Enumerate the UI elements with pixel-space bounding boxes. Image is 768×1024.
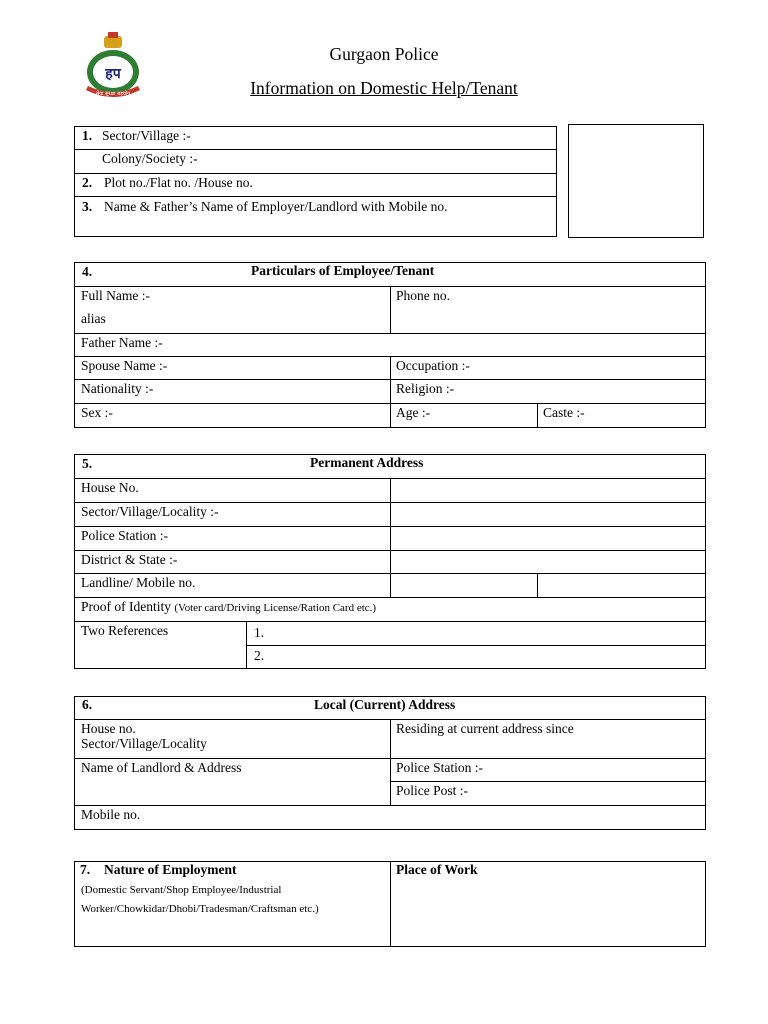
section-5-number: 5.: [82, 456, 93, 471]
proof-of-identity-label: Proof of Identity: [81, 599, 171, 614]
occupation-field[interactable]: Occupation :-: [396, 358, 470, 373]
perm-house-no-field[interactable]: House No.: [81, 480, 139, 495]
local-police-station-field[interactable]: Police Station :-: [396, 760, 483, 775]
proof-of-identity-note: (Voter card/Driving License/Ration Card etc.): [174, 602, 377, 614]
nationality-field[interactable]: Nationality :-: [81, 381, 154, 396]
employment-note-line-1: (Domestic Servant/Shop Employee/Industrial: [81, 884, 282, 896]
police-post-field[interactable]: Police Post :-: [396, 783, 469, 798]
section-6-number: 6.: [82, 697, 93, 712]
perm-police-station-field[interactable]: Police Station :-: [81, 528, 168, 543]
employment-note-line-2: Worker/Chowkidar/Dhobi/Tradesman/Craftsman etc.): [81, 903, 319, 915]
section-6-heading: Local (Current) Address: [314, 697, 456, 712]
row-number-2: 2.: [82, 175, 93, 190]
residing-since-field[interactable]: Residing at current address since: [396, 721, 574, 736]
two-references-label: Two References: [81, 623, 169, 638]
row-number-3: 3.: [82, 199, 93, 214]
section-7-number: 7.: [80, 862, 91, 877]
logo-motto: सेवा सुरक्षा सहयोग: [96, 91, 130, 97]
plot-flat-house-field[interactable]: Plot no./Flat no. /House no.: [104, 175, 253, 190]
employer-landlord-field[interactable]: Name & Father’s Name of Employer/Landlord with Mobile no.: [104, 199, 448, 214]
local-house-no-field[interactable]: House no.: [81, 721, 136, 736]
section-4-number: 4.: [82, 264, 93, 279]
religion-field[interactable]: Religion :-: [396, 381, 455, 396]
full-name-field[interactable]: Full Name :-: [81, 288, 150, 303]
page-subtitle: Information on Domestic Help/Tenant: [250, 78, 518, 98]
row-number-1: 1.: [82, 128, 93, 143]
phone-field[interactable]: Phone no.: [396, 288, 450, 303]
spouse-name-field[interactable]: Spouse Name :-: [81, 358, 168, 373]
proof-of-identity-field[interactable]: [81, 599, 376, 615]
nature-of-employment-heading: Nature of Employment: [104, 862, 237, 877]
local-mobile-field[interactable]: Mobile no.: [81, 807, 141, 822]
local-sector-field[interactable]: Sector/Village/Locality: [81, 736, 207, 751]
section-4-heading: Particulars of Employee/Tenant: [251, 263, 435, 278]
father-name-field[interactable]: Father Name :-: [81, 335, 163, 350]
caste-field[interactable]: Caste :-: [543, 405, 585, 420]
age-field[interactable]: Age :-: [396, 405, 431, 420]
page-title: Gurgaon Police: [329, 44, 439, 64]
perm-landline-field[interactable]: Landline/ Mobile no.: [81, 575, 196, 590]
place-of-work-heading[interactable]: Place of Work: [396, 862, 478, 877]
photo-box[interactable]: [568, 124, 704, 238]
alias-field[interactable]: alias: [81, 311, 106, 326]
sector-village-field[interactable]: Sector/Village :-: [102, 128, 191, 143]
logo-text: हप: [105, 66, 121, 82]
perm-district-state-field[interactable]: District & State :-: [81, 552, 178, 567]
sex-field[interactable]: Sex :-: [81, 405, 113, 420]
section-5-heading: Permanent Address: [310, 455, 424, 470]
perm-sector-field[interactable]: Sector/Village/Locality :-: [81, 504, 219, 519]
landlord-address-field[interactable]: Name of Landlord & Address: [81, 760, 242, 775]
colony-society-field[interactable]: Colony/Society :-: [102, 151, 198, 166]
reference-1-field[interactable]: 1.: [254, 625, 265, 640]
reference-2-field[interactable]: 2.: [254, 648, 265, 663]
